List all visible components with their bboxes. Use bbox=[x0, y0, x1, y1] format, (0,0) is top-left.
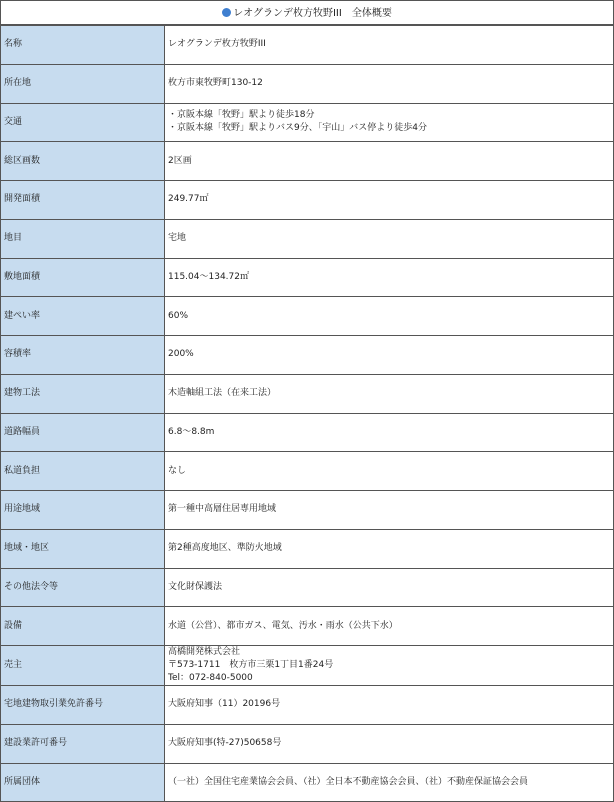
table-row bbox=[1, 258, 614, 297]
row-label: 名称 bbox=[1, 26, 165, 65]
row-value bbox=[165, 219, 614, 258]
row-value-line: 水道（公営）、都市ガス、電気、汚水・雨水（公共下水） bbox=[168, 620, 398, 631]
overview-table-body bbox=[1, 26, 614, 802]
row-value bbox=[165, 26, 614, 65]
table-row bbox=[1, 26, 614, 65]
row-value-line: Tel：072-840-5000 bbox=[168, 673, 253, 683]
row-value-line: 枚方市東牧野町130-12 bbox=[168, 78, 263, 89]
row-label: 地域・地区 bbox=[1, 529, 165, 568]
row-value-line: 文化財保護法 bbox=[168, 581, 223, 592]
row-value bbox=[165, 103, 614, 142]
table-row bbox=[1, 413, 614, 452]
row-label: 総区画数 bbox=[1, 142, 165, 181]
row-value-line: 200% bbox=[168, 349, 194, 360]
row-value-line: 115.04～134.72㎡ bbox=[168, 271, 249, 282]
table-row bbox=[1, 529, 614, 568]
row-value bbox=[165, 64, 614, 103]
table-row bbox=[1, 336, 614, 375]
row-value bbox=[165, 529, 614, 568]
table-row bbox=[1, 646, 614, 686]
row-label: 用途地域 bbox=[1, 491, 165, 530]
row-value bbox=[165, 763, 614, 802]
row-label: 売主 bbox=[1, 646, 165, 686]
table-row bbox=[1, 219, 614, 258]
table-row bbox=[1, 103, 614, 142]
table-row bbox=[1, 686, 614, 725]
row-label: 開発面積 bbox=[1, 181, 165, 220]
row-label: 建設業許可番号 bbox=[1, 724, 165, 763]
row-value bbox=[165, 297, 614, 336]
row-value bbox=[165, 646, 614, 686]
table-row bbox=[1, 568, 614, 607]
row-value-line: 〒573-1711 枚方市三栗1丁目1番24号 bbox=[168, 660, 334, 670]
page-title: レオグランデ枚方牧野III 全体概要 bbox=[233, 8, 392, 19]
row-label: 地目 bbox=[1, 219, 165, 258]
bullet-icon bbox=[222, 8, 231, 17]
row-value bbox=[165, 686, 614, 725]
row-value-line: ・京阪本線「牧野」駅より徒歩18分 bbox=[168, 110, 315, 121]
row-label: 建物工法 bbox=[1, 374, 165, 413]
row-value-line: 第一種中高層住居専用地域 bbox=[168, 504, 277, 515]
table-row bbox=[1, 452, 614, 491]
row-value-line: レオグランデ枚方牧野III bbox=[168, 39, 266, 50]
table-row bbox=[1, 607, 614, 646]
row-value bbox=[165, 607, 614, 646]
row-value bbox=[165, 336, 614, 375]
row-value-line: 6.8～8.8m bbox=[168, 426, 215, 437]
row-value-line: 2区画 bbox=[168, 155, 192, 166]
row-label: 宅地建物取引業免許番号 bbox=[1, 686, 165, 725]
table-row bbox=[1, 374, 614, 413]
row-value-line: ・京阪本線「牧野」駅よりバス9分、「宇山」バス停より徒歩4分 bbox=[168, 123, 427, 134]
row-value-line: 高橋開発株式会社 bbox=[168, 647, 241, 657]
row-label: 私道負担 bbox=[1, 452, 165, 491]
row-value bbox=[165, 724, 614, 763]
row-value bbox=[165, 413, 614, 452]
row-value bbox=[165, 374, 614, 413]
row-value bbox=[165, 142, 614, 181]
table-row bbox=[1, 763, 614, 802]
row-value-line: 60% bbox=[168, 310, 189, 321]
row-label: 建ぺい率 bbox=[1, 297, 165, 336]
row-value bbox=[165, 258, 614, 297]
table-row bbox=[1, 64, 614, 103]
row-label: 道路幅員 bbox=[1, 413, 165, 452]
row-value-line: 大阪府知事（11）20196号 bbox=[168, 699, 281, 710]
row-value-line: 第2種高度地区、準防火地域 bbox=[168, 543, 282, 554]
table-row bbox=[1, 142, 614, 181]
row-label: 設備 bbox=[1, 607, 165, 646]
row-value-line: 宅地 bbox=[168, 233, 187, 244]
row-value-line: （一社）全国住宅産業協会会員、（社）全日本不動産協会会員、（社）不動産保証協会会員 bbox=[168, 776, 529, 787]
row-value bbox=[165, 491, 614, 530]
row-label: 容積率 bbox=[1, 336, 165, 375]
row-label: 所在地 bbox=[1, 64, 165, 103]
overview-table bbox=[0, 25, 614, 802]
row-value bbox=[165, 181, 614, 220]
row-value bbox=[165, 568, 614, 607]
row-label: 敷地面積 bbox=[1, 258, 165, 297]
table-row bbox=[1, 297, 614, 336]
row-value-line: 大阪府知事(特-27)50658号 bbox=[168, 738, 282, 749]
row-label: 所属団体 bbox=[1, 763, 165, 802]
row-value-line: 249.77㎡ bbox=[168, 194, 209, 205]
row-label: 交通 bbox=[1, 103, 165, 142]
row-value-line: 木造軸組工法（在来工法） bbox=[168, 388, 277, 399]
table-row bbox=[1, 181, 614, 220]
row-value bbox=[165, 452, 614, 491]
row-label: その他法令等 bbox=[1, 568, 165, 607]
title-bar bbox=[0, 0, 614, 25]
table-row bbox=[1, 491, 614, 530]
row-value-line: なし bbox=[168, 465, 187, 476]
table-row bbox=[1, 724, 614, 763]
